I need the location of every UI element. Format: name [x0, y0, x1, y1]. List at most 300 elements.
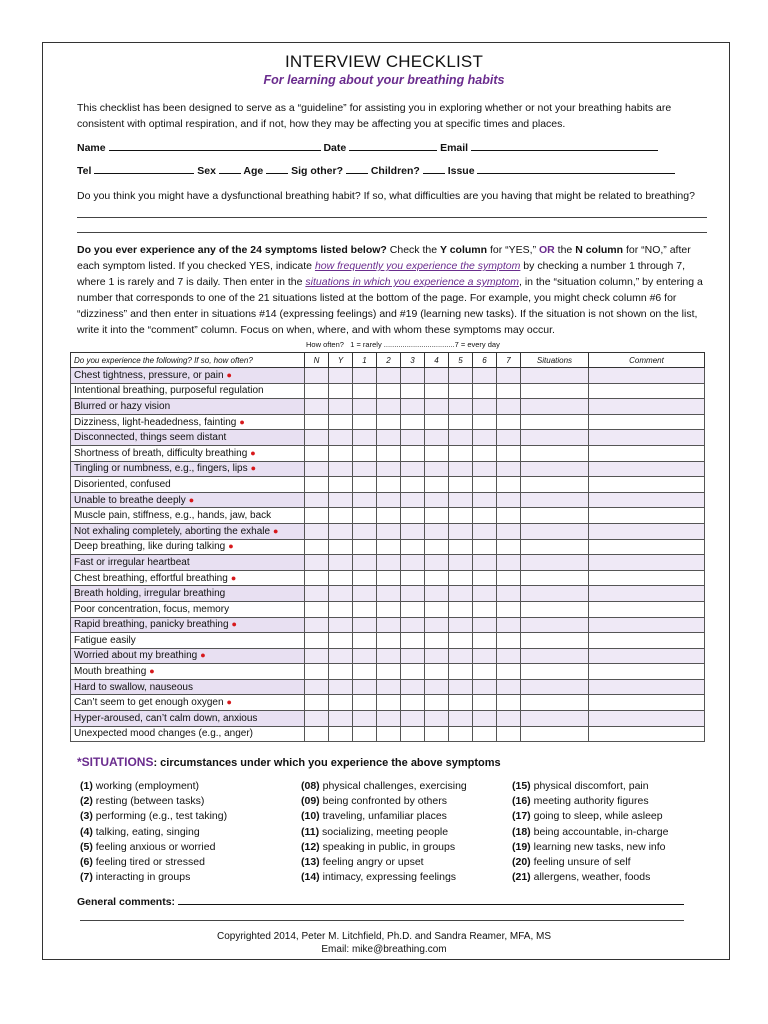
answer-cell[interactable]	[353, 539, 377, 555]
symptom-label: Disconnected, things seem distant	[74, 432, 227, 444]
answer-cell[interactable]	[305, 492, 329, 508]
answer-cell[interactable]	[589, 539, 705, 555]
answer-cell[interactable]	[449, 461, 473, 477]
answer-cell[interactable]	[425, 664, 449, 680]
answer-cell[interactable]	[473, 368, 497, 384]
answer-cell[interactable]	[589, 368, 705, 384]
issue-field[interactable]	[477, 164, 675, 174]
answer-cell[interactable]	[521, 711, 589, 727]
answer-line-1[interactable]	[77, 217, 707, 218]
answer-cell[interactable]	[449, 477, 473, 493]
answer-cell[interactable]	[377, 477, 401, 493]
answer-cell[interactable]	[449, 664, 473, 680]
age-field[interactable]	[266, 164, 288, 174]
answer-cell[interactable]	[589, 570, 705, 586]
symptom-cell	[71, 492, 305, 508]
answer-cell[interactable]	[353, 492, 377, 508]
answer-cell[interactable]	[589, 477, 705, 493]
answer-cell[interactable]	[497, 664, 521, 680]
answer-cell[interactable]	[401, 586, 425, 602]
answer-cell[interactable]	[425, 414, 449, 430]
answer-cell[interactable]	[521, 648, 589, 664]
answer-cell[interactable]	[589, 523, 705, 539]
answer-cell[interactable]	[377, 695, 401, 711]
answer-cell[interactable]	[521, 492, 589, 508]
answer-cell[interactable]	[353, 523, 377, 539]
answer-cell[interactable]	[425, 601, 449, 617]
answer-cell[interactable]	[401, 508, 425, 524]
answer-cell[interactable]	[329, 508, 353, 524]
answer-cell[interactable]	[449, 508, 473, 524]
answer-cell[interactable]	[521, 383, 589, 399]
answer-cell[interactable]	[329, 570, 353, 586]
answer-cell[interactable]	[497, 586, 521, 602]
answer-cell[interactable]	[589, 711, 705, 727]
answer-cell[interactable]	[329, 617, 353, 633]
answer-cell[interactable]	[589, 695, 705, 711]
situation-item	[301, 794, 467, 809]
answer-cell[interactable]	[329, 368, 353, 384]
answer-cell[interactable]	[329, 383, 353, 399]
answer-cell[interactable]	[473, 633, 497, 649]
answer-cell[interactable]	[497, 383, 521, 399]
situation-text: performing (e.g., test taking)	[95, 810, 228, 823]
answer-cell[interactable]	[401, 695, 425, 711]
column-header: N	[305, 353, 329, 368]
situation-text: feeling anxious or worried	[95, 840, 216, 853]
answer-cell[interactable]	[449, 368, 473, 384]
answer-cell[interactable]	[305, 601, 329, 617]
answer-cell[interactable]	[521, 695, 589, 711]
answer-cell[interactable]	[497, 726, 521, 742]
answer-cell[interactable]	[521, 414, 589, 430]
answer-cell[interactable]	[497, 648, 521, 664]
answer-cell[interactable]	[589, 664, 705, 680]
answer-cell[interactable]	[521, 570, 589, 586]
answer-cell[interactable]	[497, 430, 521, 446]
answer-cell[interactable]	[589, 492, 705, 508]
answer-cell[interactable]	[329, 399, 353, 415]
answer-cell[interactable]	[449, 555, 473, 571]
answer-cell[interactable]	[497, 539, 521, 555]
answer-cell[interactable]	[305, 414, 329, 430]
contact-email: Email: mike@breathing.com	[321, 944, 447, 955]
answer-cell[interactable]	[473, 523, 497, 539]
answer-cell[interactable]	[305, 555, 329, 571]
answer-cell[interactable]	[329, 601, 353, 617]
sig-other-field[interactable]	[346, 164, 368, 174]
answer-cell[interactable]	[497, 399, 521, 415]
answer-cell[interactable]	[473, 539, 497, 555]
answer-cell[interactable]	[401, 414, 425, 430]
tel-field[interactable]	[94, 164, 194, 174]
children-field[interactable]	[423, 164, 445, 174]
answer-cell[interactable]	[589, 508, 705, 524]
answer-cell[interactable]	[377, 555, 401, 571]
answer-cell[interactable]	[401, 633, 425, 649]
answer-cell[interactable]	[377, 430, 401, 446]
answer-cell[interactable]	[521, 633, 589, 649]
answer-cell[interactable]	[377, 539, 401, 555]
answer-cell[interactable]	[305, 508, 329, 524]
answer-cell[interactable]	[473, 586, 497, 602]
answer-cell[interactable]	[589, 383, 705, 399]
answer-cell[interactable]	[497, 555, 521, 571]
answer-cell[interactable]	[589, 399, 705, 415]
answer-cell[interactable]	[377, 586, 401, 602]
answer-cell[interactable]	[449, 414, 473, 430]
answer-cell[interactable]	[449, 601, 473, 617]
answer-cell[interactable]	[305, 695, 329, 711]
answer-cell[interactable]	[473, 695, 497, 711]
answer-cell[interactable]	[377, 414, 401, 430]
answer-cell[interactable]	[377, 399, 401, 415]
answer-cell[interactable]	[497, 679, 521, 695]
answer-cell[interactable]	[449, 430, 473, 446]
answer-cell[interactable]	[329, 461, 353, 477]
answer-cell[interactable]	[401, 368, 425, 384]
answer-cell[interactable]	[425, 368, 449, 384]
symptom-cell	[71, 461, 305, 477]
answer-cell[interactable]	[329, 539, 353, 555]
situation-text: interacting in groups	[95, 871, 191, 884]
answer-cell[interactable]	[377, 633, 401, 649]
breathing-question: Do you think you might have a dysfunctional breathing habit? If so, what difficulties are you having that might be related to breathing?	[77, 190, 695, 202]
general-comments-line-2[interactable]	[80, 920, 684, 921]
answer-cell[interactable]	[449, 399, 473, 415]
answer-cell[interactable]	[305, 586, 329, 602]
answer-cell[interactable]	[425, 523, 449, 539]
answer-cell[interactable]	[425, 461, 449, 477]
answer-cell[interactable]	[377, 679, 401, 695]
answer-cell[interactable]	[473, 570, 497, 586]
answer-cell[interactable]	[329, 726, 353, 742]
answer-cell[interactable]	[473, 492, 497, 508]
answer-cell[interactable]	[401, 445, 425, 461]
answer-cell[interactable]	[449, 445, 473, 461]
answer-cell[interactable]	[473, 430, 497, 446]
answer-cell[interactable]	[401, 523, 425, 539]
answer-cell[interactable]	[497, 508, 521, 524]
answer-cell[interactable]	[329, 664, 353, 680]
answer-cell[interactable]	[329, 492, 353, 508]
sex-field[interactable]	[219, 164, 241, 174]
answer-cell[interactable]	[589, 601, 705, 617]
answer-cell[interactable]	[473, 679, 497, 695]
answer-cell[interactable]	[377, 601, 401, 617]
general-comments-field[interactable]	[178, 895, 684, 905]
answer-cell[interactable]	[497, 445, 521, 461]
answer-cell[interactable]	[401, 726, 425, 742]
answer-cell[interactable]	[521, 368, 589, 384]
answer-cell[interactable]	[401, 539, 425, 555]
answer-cell[interactable]	[425, 430, 449, 446]
general-comments-label: General comments:	[77, 896, 176, 908]
answer-cell[interactable]	[497, 711, 521, 727]
answer-cell[interactable]	[377, 726, 401, 742]
answer-cell[interactable]	[473, 477, 497, 493]
answer-cell[interactable]	[305, 617, 329, 633]
answer-cell[interactable]	[377, 664, 401, 680]
answer-cell[interactable]	[401, 461, 425, 477]
answer-cell[interactable]	[449, 711, 473, 727]
answer-cell[interactable]	[353, 368, 377, 384]
answer-cell[interactable]	[377, 368, 401, 384]
answer-cell[interactable]	[305, 477, 329, 493]
answer-cell[interactable]	[401, 617, 425, 633]
answer-cell[interactable]	[353, 695, 377, 711]
answer-cell[interactable]	[353, 477, 377, 493]
answer-cell[interactable]	[401, 430, 425, 446]
answer-cell[interactable]	[589, 633, 705, 649]
answer-cell[interactable]	[401, 383, 425, 399]
answer-cell[interactable]	[521, 508, 589, 524]
answer-cell[interactable]	[473, 726, 497, 742]
situation-text: allergens, weather, foods	[533, 871, 651, 884]
answer-cell[interactable]	[473, 648, 497, 664]
answer-cell[interactable]	[377, 383, 401, 399]
answer-cell[interactable]	[521, 539, 589, 555]
answer-cell[interactable]	[521, 399, 589, 415]
answer-cell[interactable]	[425, 492, 449, 508]
answer-cell[interactable]	[353, 711, 377, 727]
answer-cell[interactable]	[401, 664, 425, 680]
answer-cell[interactable]	[401, 399, 425, 415]
answer-cell[interactable]	[329, 430, 353, 446]
answer-cell[interactable]	[305, 711, 329, 727]
answer-cell[interactable]	[497, 695, 521, 711]
answer-cell[interactable]	[497, 461, 521, 477]
answer-cell[interactable]	[473, 383, 497, 399]
answer-cell[interactable]	[305, 570, 329, 586]
answer-cell[interactable]	[521, 445, 589, 461]
answer-cell[interactable]	[425, 711, 449, 727]
answer-cell[interactable]	[425, 586, 449, 602]
answer-cell[interactable]	[329, 633, 353, 649]
answer-cell[interactable]	[401, 477, 425, 493]
answer-cell[interactable]	[449, 726, 473, 742]
situation-text: physical discomfort, pain	[533, 780, 649, 792]
answer-cell[interactable]	[521, 679, 589, 695]
answer-cell[interactable]	[589, 648, 705, 664]
answer-cell[interactable]	[497, 570, 521, 586]
answer-cell[interactable]	[497, 368, 521, 384]
answer-cell[interactable]	[401, 492, 425, 508]
answer-cell[interactable]	[425, 617, 449, 633]
answer-cell[interactable]	[329, 523, 353, 539]
answer-cell[interactable]	[425, 679, 449, 695]
date-field[interactable]	[349, 141, 437, 151]
answer-cell[interactable]	[305, 523, 329, 539]
answer-cell[interactable]	[521, 601, 589, 617]
answer-cell[interactable]	[353, 679, 377, 695]
answer-cell[interactable]	[589, 555, 705, 571]
answer-cell[interactable]	[353, 586, 377, 602]
answer-cell[interactable]	[353, 633, 377, 649]
answer-cell[interactable]	[449, 695, 473, 711]
answer-cell[interactable]	[425, 477, 449, 493]
name-field[interactable]	[109, 141, 321, 151]
answer-line-2[interactable]	[77, 232, 707, 233]
answer-cell[interactable]	[521, 430, 589, 446]
answer-cell[interactable]	[377, 570, 401, 586]
answer-cell[interactable]	[329, 586, 353, 602]
answer-cell[interactable]	[473, 399, 497, 415]
answer-cell[interactable]	[473, 601, 497, 617]
answer-cell[interactable]	[377, 461, 401, 477]
answer-cell[interactable]	[473, 461, 497, 477]
answer-cell[interactable]	[401, 601, 425, 617]
answer-cell[interactable]	[589, 726, 705, 742]
answer-cell[interactable]	[329, 555, 353, 571]
answer-cell[interactable]	[449, 679, 473, 695]
symptom-label: Dizziness, light-headedness, fainting	[74, 416, 237, 428]
answer-cell[interactable]	[353, 601, 377, 617]
answer-cell[interactable]	[401, 570, 425, 586]
answer-cell[interactable]	[425, 695, 449, 711]
answer-cell[interactable]	[329, 414, 353, 430]
answer-cell[interactable]	[497, 617, 521, 633]
answer-cell[interactable]	[497, 477, 521, 493]
answer-cell[interactable]	[305, 726, 329, 742]
answer-cell[interactable]	[353, 445, 377, 461]
answer-cell[interactable]	[521, 555, 589, 571]
situation-number: (5)	[80, 840, 93, 853]
answer-cell[interactable]	[589, 445, 705, 461]
answer-cell[interactable]	[497, 523, 521, 539]
answer-cell[interactable]	[449, 383, 473, 399]
answer-cell[interactable]	[425, 445, 449, 461]
answer-cell[interactable]	[353, 555, 377, 571]
answer-cell[interactable]	[473, 711, 497, 727]
answer-cell[interactable]	[449, 492, 473, 508]
answer-cell[interactable]	[497, 633, 521, 649]
answer-cell[interactable]	[353, 430, 377, 446]
answer-cell[interactable]	[305, 648, 329, 664]
answer-cell[interactable]	[353, 508, 377, 524]
instructions-lead: Do you ever experience any of the 24 symptoms listed below?	[77, 244, 387, 256]
answer-cell[interactable]	[521, 617, 589, 633]
answer-cell[interactable]	[425, 570, 449, 586]
answer-cell[interactable]	[473, 414, 497, 430]
answer-cell[interactable]	[449, 648, 473, 664]
answer-cell[interactable]	[329, 695, 353, 711]
answer-cell[interactable]	[377, 617, 401, 633]
answer-cell[interactable]	[425, 633, 449, 649]
red-dot-icon: ●	[239, 416, 245, 427]
answer-cell[interactable]	[329, 711, 353, 727]
answer-cell[interactable]	[589, 430, 705, 446]
answer-cell[interactable]	[401, 648, 425, 664]
answer-cell[interactable]	[589, 414, 705, 430]
answer-cell[interactable]	[305, 399, 329, 415]
answer-cell[interactable]	[425, 399, 449, 415]
answer-cell[interactable]	[329, 679, 353, 695]
situation-text: feeling unsure of self	[533, 856, 631, 869]
answer-cell[interactable]	[305, 633, 329, 649]
answer-cell[interactable]	[589, 679, 705, 695]
answer-cell[interactable]	[401, 711, 425, 727]
answer-cell[interactable]	[353, 399, 377, 415]
answer-cell[interactable]	[329, 648, 353, 664]
answer-cell[interactable]	[353, 461, 377, 477]
answer-cell[interactable]	[353, 570, 377, 586]
answer-cell[interactable]	[353, 414, 377, 430]
answer-cell[interactable]	[377, 523, 401, 539]
situation-text: working (employment)	[95, 780, 200, 792]
answer-cell[interactable]	[305, 539, 329, 555]
answer-cell[interactable]	[425, 383, 449, 399]
answer-cell[interactable]	[353, 383, 377, 399]
answer-cell[interactable]	[305, 461, 329, 477]
answer-cell[interactable]	[473, 555, 497, 571]
answer-cell[interactable]	[401, 555, 425, 571]
answer-cell[interactable]	[425, 539, 449, 555]
answer-cell[interactable]	[377, 508, 401, 524]
table-row	[71, 570, 705, 586]
symptom-cell	[71, 539, 305, 555]
answer-cell[interactable]	[425, 726, 449, 742]
answer-cell[interactable]	[449, 523, 473, 539]
answer-cell[interactable]	[521, 664, 589, 680]
answer-cell[interactable]	[401, 679, 425, 695]
answer-cell[interactable]	[353, 664, 377, 680]
answer-cell[interactable]	[377, 648, 401, 664]
answer-cell[interactable]	[521, 726, 589, 742]
answer-cell[interactable]	[425, 555, 449, 571]
answer-cell[interactable]	[589, 586, 705, 602]
answer-cell[interactable]	[589, 617, 705, 633]
answer-cell[interactable]	[449, 633, 473, 649]
answer-cell[interactable]	[589, 461, 705, 477]
answer-cell[interactable]	[377, 492, 401, 508]
answer-cell[interactable]	[425, 508, 449, 524]
answer-cell[interactable]	[305, 430, 329, 446]
answer-cell[interactable]	[329, 445, 353, 461]
answer-cell[interactable]	[449, 586, 473, 602]
answer-cell[interactable]	[473, 445, 497, 461]
answer-cell[interactable]	[377, 711, 401, 727]
page-title: INTERVIEW CHECKLIST	[284, 52, 484, 71]
email-field[interactable]	[471, 141, 658, 151]
answer-cell[interactable]	[449, 539, 473, 555]
answer-cell[interactable]	[497, 492, 521, 508]
answer-cell[interactable]	[305, 445, 329, 461]
answer-cell[interactable]	[425, 648, 449, 664]
answer-cell[interactable]	[305, 664, 329, 680]
answer-cell[interactable]	[449, 570, 473, 586]
answer-cell[interactable]	[377, 445, 401, 461]
answer-cell[interactable]	[329, 477, 353, 493]
answer-cell[interactable]	[473, 508, 497, 524]
answer-cell[interactable]	[305, 383, 329, 399]
answer-cell[interactable]	[497, 414, 521, 430]
symptom-cell	[71, 664, 305, 680]
answer-cell[interactable]	[521, 523, 589, 539]
answer-cell[interactable]	[305, 679, 329, 695]
answer-cell[interactable]	[449, 617, 473, 633]
answer-cell[interactable]	[521, 586, 589, 602]
answer-cell[interactable]	[497, 601, 521, 617]
answer-cell[interactable]	[521, 461, 589, 477]
answer-cell[interactable]	[353, 648, 377, 664]
answer-cell[interactable]	[521, 477, 589, 493]
answer-cell[interactable]	[473, 617, 497, 633]
answer-cell[interactable]	[353, 617, 377, 633]
answer-cell[interactable]	[305, 368, 329, 384]
answer-cell[interactable]	[353, 726, 377, 742]
answer-cell[interactable]	[473, 664, 497, 680]
